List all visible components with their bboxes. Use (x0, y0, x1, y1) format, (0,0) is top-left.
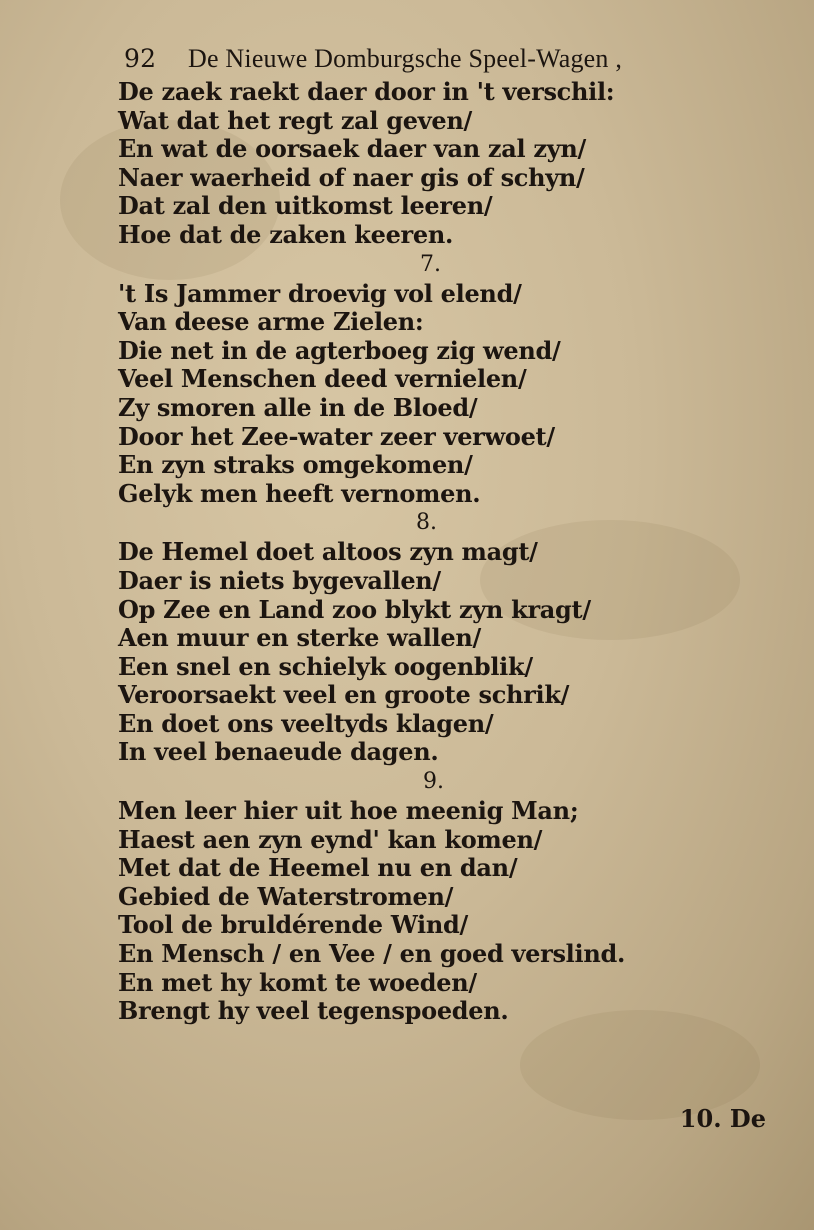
verse-line: Haest aen zyn eynd' kan komen/ (118, 824, 543, 854)
verse-line: Op Zee en Land zoo blykt zyn kragt/ (118, 594, 591, 624)
running-title: De Nieuwe Domburgsche Speel-Wagen , (188, 44, 623, 73)
page-text (118, 38, 788, 1026)
verse-line: Hoe dat de zaken keeren. (118, 219, 454, 249)
verse-line: En doet ons veeltyds klagen/ (118, 708, 494, 738)
verse-line: En zyn straks omgekomen/ (118, 450, 473, 480)
verse-line: In veel benaeude dagen. (118, 737, 439, 767)
verse-line: En met hy komt te woeden/ (118, 967, 477, 997)
stanza-number: 7. (420, 251, 441, 277)
verse-line: Gelyk men heeft vernomen. (118, 478, 481, 508)
verse-line: Door het Zee-water zeer verwoet/ (118, 421, 555, 451)
page-header (118, 38, 788, 78)
verse-line: Zy smoren alle in de Bloed/ (118, 392, 478, 422)
verse-line: 't Is Jammer droevig vol elend/ (118, 278, 522, 308)
stanza-number: 9. (423, 769, 444, 795)
verse-line: Met dat de Heemel nu en dan/ (118, 853, 518, 883)
verse-line: Daer is niets bygevallen/ (118, 565, 441, 595)
stanza-7 (118, 250, 788, 509)
verse-line: Naer waerheid of naer gis of schyn/ (118, 162, 585, 192)
verse-line: Men leer hier uit hoe meenig Man; (118, 796, 579, 826)
verse-line: Aen muur en sterke wallen/ (118, 623, 481, 653)
verse-line: Die net in de agterboeg zig wend/ (118, 335, 561, 365)
stanza-8 (118, 508, 788, 767)
verse-line: En Mensch / en Vee / en goed verslind. (118, 939, 626, 969)
verse-line: Wat dat het regt zal geven/ (118, 105, 472, 135)
verse-line: De Hemel doet altoos zyn magt/ (118, 537, 538, 567)
verse-line: Een snel en schielyk oogenblik/ (118, 651, 533, 681)
stanza-9 (118, 767, 788, 1026)
stanza-number: 8. (416, 510, 437, 536)
verse-line: Gebied de Waterstromen/ (118, 881, 454, 911)
verse-line: En wat de oorsaek daer van zal zyn/ (118, 134, 586, 164)
verse-line: Tool de bruldérende Wind/ (118, 910, 468, 940)
page-number: 92 (124, 44, 157, 73)
verse-line: Van deese arme Zielen: (118, 307, 424, 337)
verse-line: Veel Menschen deed vernielen/ (118, 364, 527, 394)
verse-line: Veroorsaekt veel en groote schrik/ (118, 680, 570, 710)
verse-line: Brengt hy veel tegenspoeden. (118, 996, 509, 1026)
verse-line: Dat zal den uitkomst leeren/ (118, 191, 493, 221)
verse-line: De zaek raekt daer door in 't verschil: (118, 77, 615, 106)
stanza-6-tail (118, 78, 788, 250)
catchword: 10. De (679, 1104, 766, 1133)
